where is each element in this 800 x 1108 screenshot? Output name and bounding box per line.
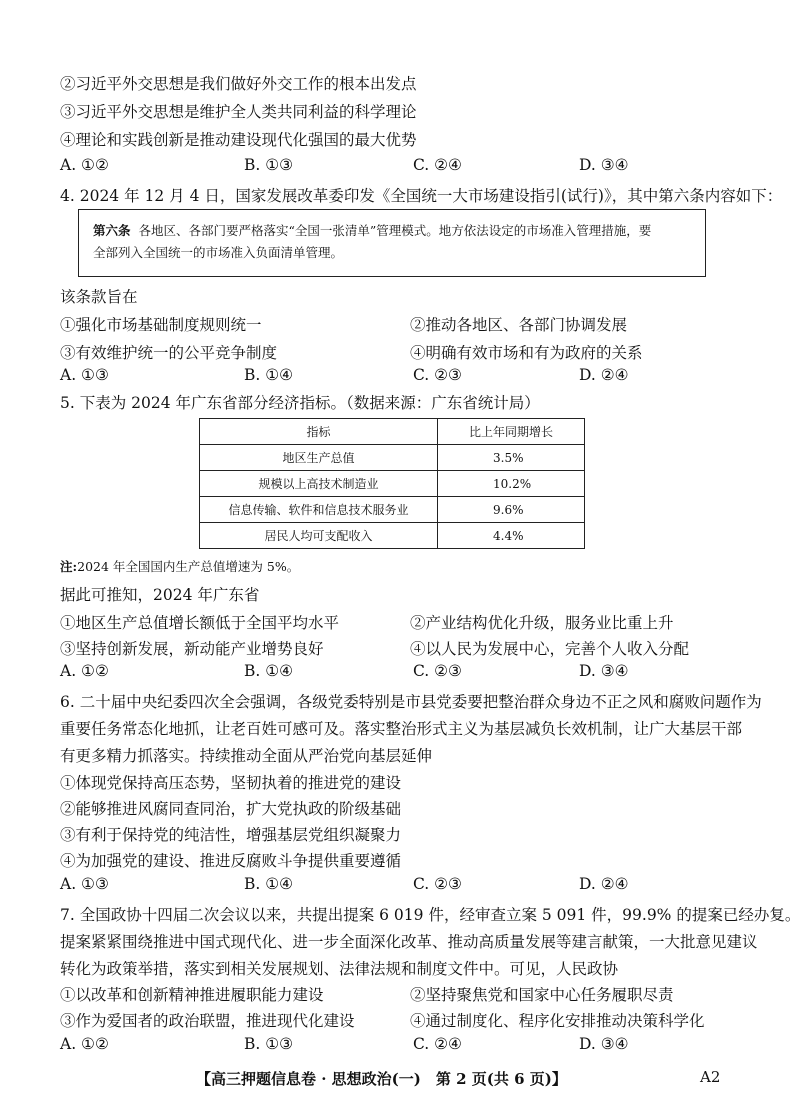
q3-option-d: D. ③④ (579, 156, 629, 174)
q4-lead: 该条款旨在 (60, 288, 138, 306)
q5-option-a: A. ①② (60, 662, 109, 680)
table-header-row (200, 419, 585, 445)
q3-option-c: C. ②④ (413, 156, 462, 174)
q4-item-4: ④明确有效市场和有为政府的关系 (410, 344, 643, 362)
q7-stem-line3: 转化为政策举措，落实到相关发展规划、法律法规和制度文件中。可见，人民政协 (60, 960, 619, 978)
q7-option-b: B. ①③ (244, 1035, 294, 1053)
table-cell-growth: 4.4% (438, 523, 585, 549)
q4-item-2: ②推动各地区、各部门协调发展 (410, 316, 628, 334)
q5-data-table (199, 418, 585, 549)
q5-option-b: B. ①④ (244, 662, 294, 680)
q6-item-4: ④为加强党的建设、推进反腐败斗争提供重要遵循 (60, 852, 402, 870)
q5-note (60, 557, 299, 575)
q6-stem-line1: 6. 二十届中央纪委四次全会强调，各级党委特别是市县党委要把整治群众身边不正之风和腐败问题作为 (60, 693, 762, 711)
q5-option-c: C. ②③ (413, 662, 462, 680)
table-cell-growth: 3.5% (438, 445, 585, 471)
q6-item-3: ③有利于保持党的纯洁性，增强基层党组织凝聚力 (60, 826, 402, 844)
q4-article-line1: 各地区、各部门要严格落实“全国一张清单”管理模式。地方依法设定的市场准入管理措施，要 (138, 223, 652, 238)
q6-item-1: ①体现党保持高压态势，坚韧执着的推进党的建设 (60, 774, 402, 792)
table-header-indicator: 指标 (200, 419, 438, 445)
q5-lead: 据此可推知，2024 年广东省 (60, 586, 260, 604)
table-cell-indicator: 信息传输、软件和信息技术服务业 (200, 497, 438, 523)
page-footer: 【高三押题信息卷 · 思想政治(一) 第 2 页(共 6 页)】 (196, 1070, 567, 1088)
q7-item-4: ④通过制度化、程序化安排推动决策科学化 (410, 1012, 705, 1030)
q4-option-c: C. ②③ (413, 366, 462, 384)
q3-item-2: ②习近平外交思想是我们做好外交工作的根本出发点 (60, 75, 417, 93)
table-cell-indicator: 地区生产总值 (200, 445, 438, 471)
q7-stem-line1: 7. 全国政协十四届二次会议以来，共提出提案 6 019 件，经审查立案 5 091 件，99.9% 的提案已经办复。 (60, 906, 800, 924)
table-row (200, 497, 585, 523)
q3-item-4: ④理论和实践创新是推动建设现代化强国的最大优势 (60, 131, 417, 149)
q5-note-label: 注: (60, 559, 78, 574)
q4-article-line2: 全部列入全国统一的市场准入负面清单管理。 (93, 245, 344, 260)
q6-item-2: ②能够推进风腐同查同治，扩大党执政的阶级基础 (60, 800, 402, 818)
q5-stem: 5. 下表为 2024 年广东省部分经济指标。（数据来源：广东省统计局） (60, 394, 540, 412)
table-cell-indicator: 规模以上高技术制造业 (200, 471, 438, 497)
page-code: A2 (700, 1068, 721, 1086)
q7-stem-line2: 提案紧紧围绕推进中国式现代化、进一步全面深化改革、推动高质量发展等建言献策，一大批意见建议 (60, 933, 758, 951)
table-row (200, 445, 585, 471)
q5-item-1: ①地区生产总值增长额低于全国平均水平 (60, 614, 340, 632)
q4-item-3: ③有效维护统一的公平竞争制度 (60, 344, 278, 362)
q6-option-b: B. ①④ (244, 875, 294, 893)
q7-item-3: ③作为爱国者的政治联盟，推进现代化建设 (60, 1012, 355, 1030)
q5-item-4: ④以人民为发展中心，完善个人收入分配 (410, 640, 690, 658)
q3-option-b: B. ①③ (244, 156, 294, 174)
table-row (200, 471, 585, 497)
table-row (200, 523, 585, 549)
q4-option-b: B. ①④ (244, 366, 294, 384)
q5-option-d: D. ③④ (579, 662, 629, 680)
q7-option-d: D. ③④ (579, 1035, 629, 1053)
q7-item-1: ①以改革和创新精神推进履职能力建设 (60, 986, 324, 1004)
q4-stem: 4. 2024 年 12 月 4 日，国家发展改革委印发《全国统一大市场建设指引(试行)》，其中第六条内容如下： (60, 187, 783, 205)
q7-option-c: C. ②④ (413, 1035, 462, 1053)
q4-option-a: A. ①③ (60, 366, 109, 384)
q5-item-3: ③坚持创新发展，新动能产业增势良好 (60, 640, 324, 658)
table-header-growth: 比上年同期增长 (438, 419, 585, 445)
q6-stem-line2: 重要任务常态化地抓，让老百姓可感可及。落实整治形式主义为基层减负长效机制，让广大基层干部 (60, 720, 743, 738)
q4-option-d: D. ②④ (579, 366, 629, 384)
table-cell-growth: 9.6% (438, 497, 585, 523)
q4-article-number: 第六条 (93, 223, 131, 238)
table-cell-growth: 10.2% (438, 471, 585, 497)
q3-option-a: A. ①② (60, 156, 109, 174)
q6-stem-line3: 有更多精力抓落实。持续推动全面从严治党向基层延伸 (60, 747, 433, 765)
q3-item-3: ③习近平外交思想是维护全人类共同利益的科学理论 (60, 103, 417, 121)
q6-option-a: A. ①③ (60, 875, 109, 893)
q6-option-c: C. ②③ (413, 875, 462, 893)
q4-article-box (78, 209, 706, 277)
q5-item-2: ②产业结构优化升级，服务业比重上升 (410, 614, 674, 632)
q7-item-2: ②坚持聚焦党和国家中心任务履职尽责 (410, 986, 674, 1004)
q5-note-text: 2024 年全国国内生产总值增速为 5%。 (77, 559, 300, 574)
q6-option-d: D. ②④ (579, 875, 629, 893)
table-cell-indicator: 居民人均可支配收入 (200, 523, 438, 549)
q4-item-1: ①强化市场基础制度规则统一 (60, 316, 262, 334)
q7-option-a: A. ①② (60, 1035, 109, 1053)
